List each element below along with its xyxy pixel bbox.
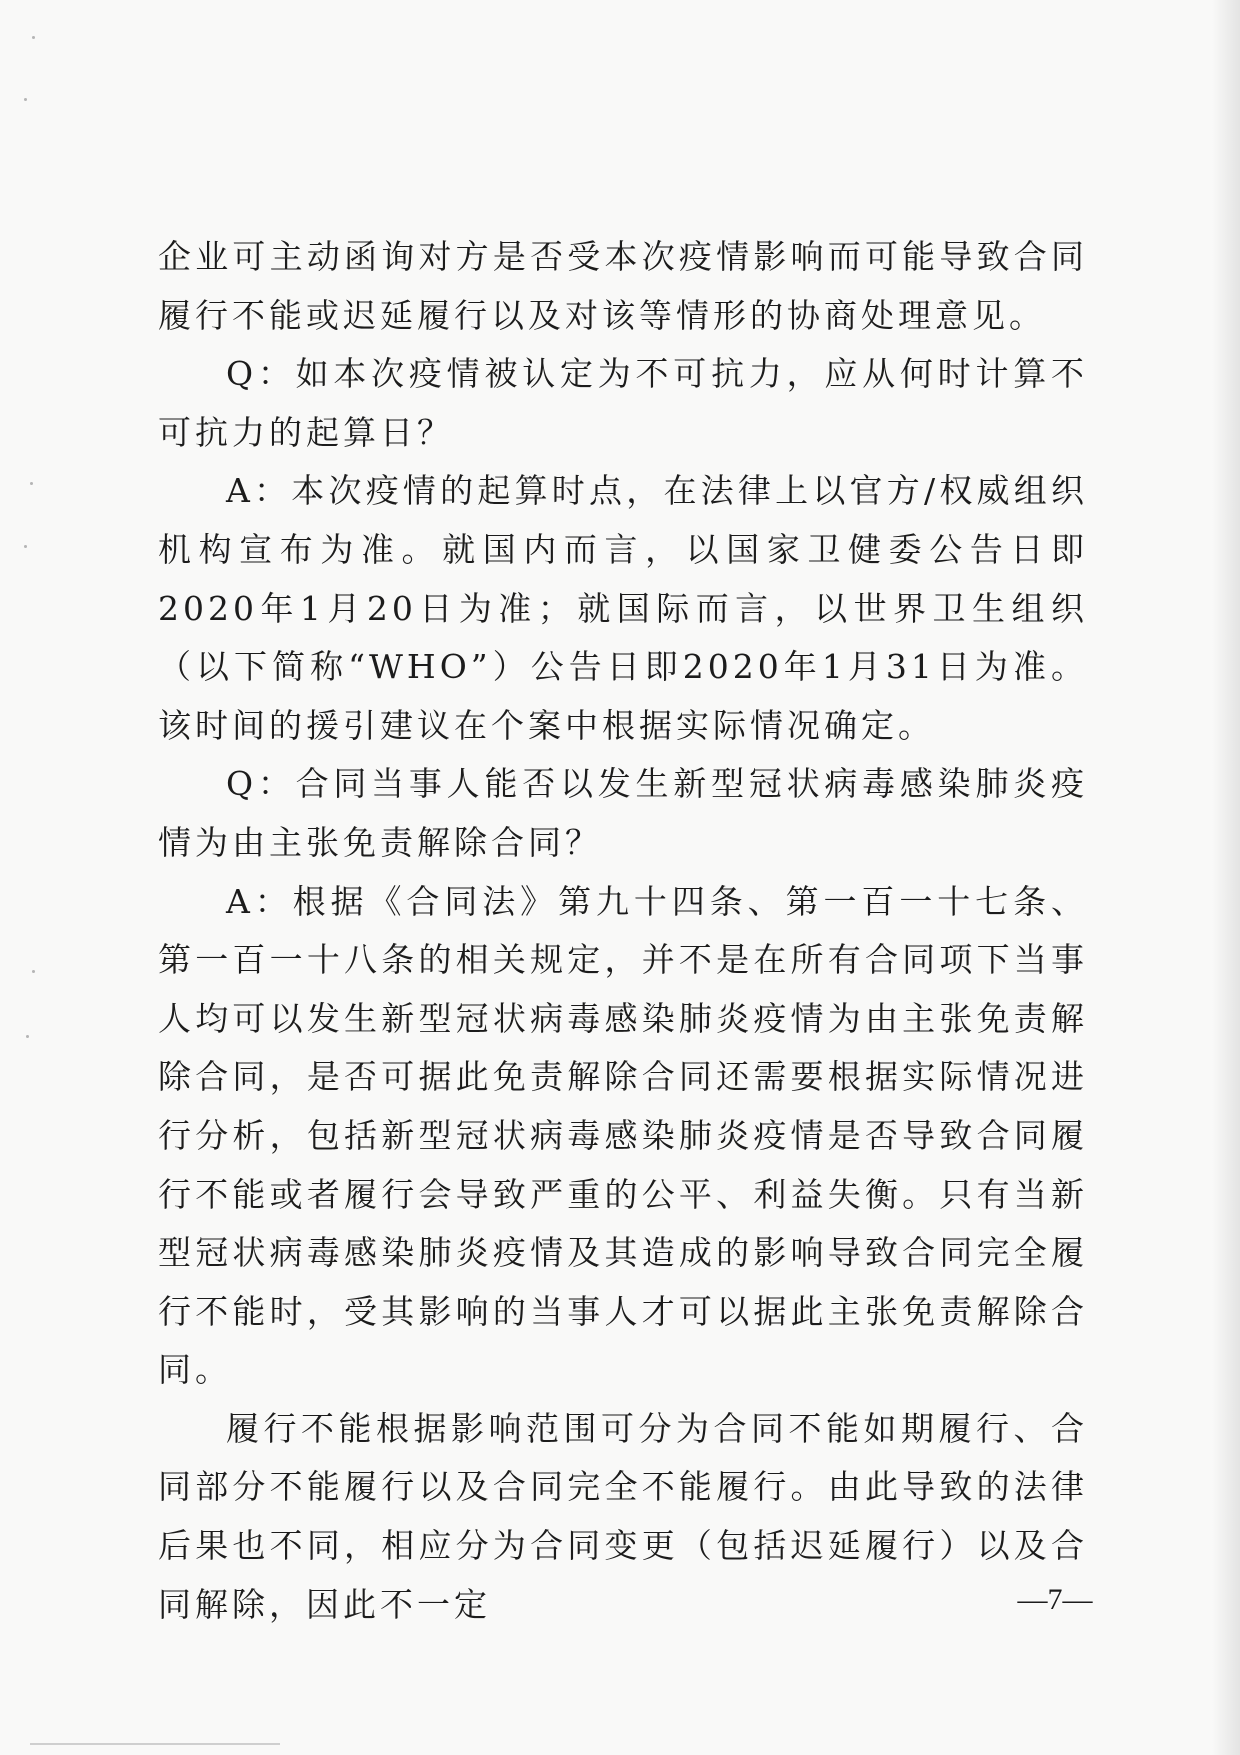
scan-edge-shadow xyxy=(1212,0,1240,1755)
paragraph-2: Q：如本次疫情被认定为不可抗力，应从何时计算不可抗力的起算日？ xyxy=(158,354,1088,452)
paragraph-3: A：本次疫情的起算时点，在法律上以官方/权威组织机构宣布为准。就国内而言，以国家卫健委公告日即2020年1月20日为准；就国际而言，以世界卫生组织（以下简称“WHO”）公告日即2020年1月31日为准。该时间的援引建议在个案中根据实际情况确定。 xyxy=(158,471,1088,745)
paragraph-5: A：根据《合同法》第九十四条、第一百一十七条、第一百一十八条的相关规定，并不是在所有合同项下当事人均可以发生新型冠状病毒感染肺炎疫情为由主张免责解除合同，是否可据此免责解除合同还需要根据实际情况进行分析，包括新型冠状病毒感染肺炎疫情是否导致合同履行不能或者履行会导致严重的公平、利益失衡。只有当新型冠状病毒感染肺炎疫情及其造成的影响导致合同完全履行不能时，受其影响的当事人才可以据此主张免责解除合同。 xyxy=(158,881,1088,1390)
paragraph-6: 履行不能根据影响范围可分为合同不能如期履行、合同部分不能履行以及合同完全不能履行。由此导致的法律后果也不同，相应分为合同变更（包括迟延履行）以及合同解除，因此不一定 xyxy=(158,1408,1088,1624)
scan-speck xyxy=(24,98,27,101)
page-number: —7— xyxy=(1017,1583,1093,1616)
scan-speck xyxy=(32,36,35,39)
body-text xyxy=(158,228,1088,1634)
paragraph-4: Q：合同当事人能否以发生新型冠状病毒感染肺炎疫情为由主张免责解除合同？ xyxy=(158,764,1088,862)
paragraph-1: 企业可主动函询对方是否受本次疫情影响而可能导致合同履行不能或迟延履行以及对该等情形的协商处理意见。 xyxy=(158,237,1088,335)
scan-speck xyxy=(24,545,27,548)
scan-speck xyxy=(32,970,35,973)
scan-speck xyxy=(30,482,33,485)
scan-bottom-line xyxy=(30,1743,280,1745)
scan-speck xyxy=(26,1035,29,1038)
